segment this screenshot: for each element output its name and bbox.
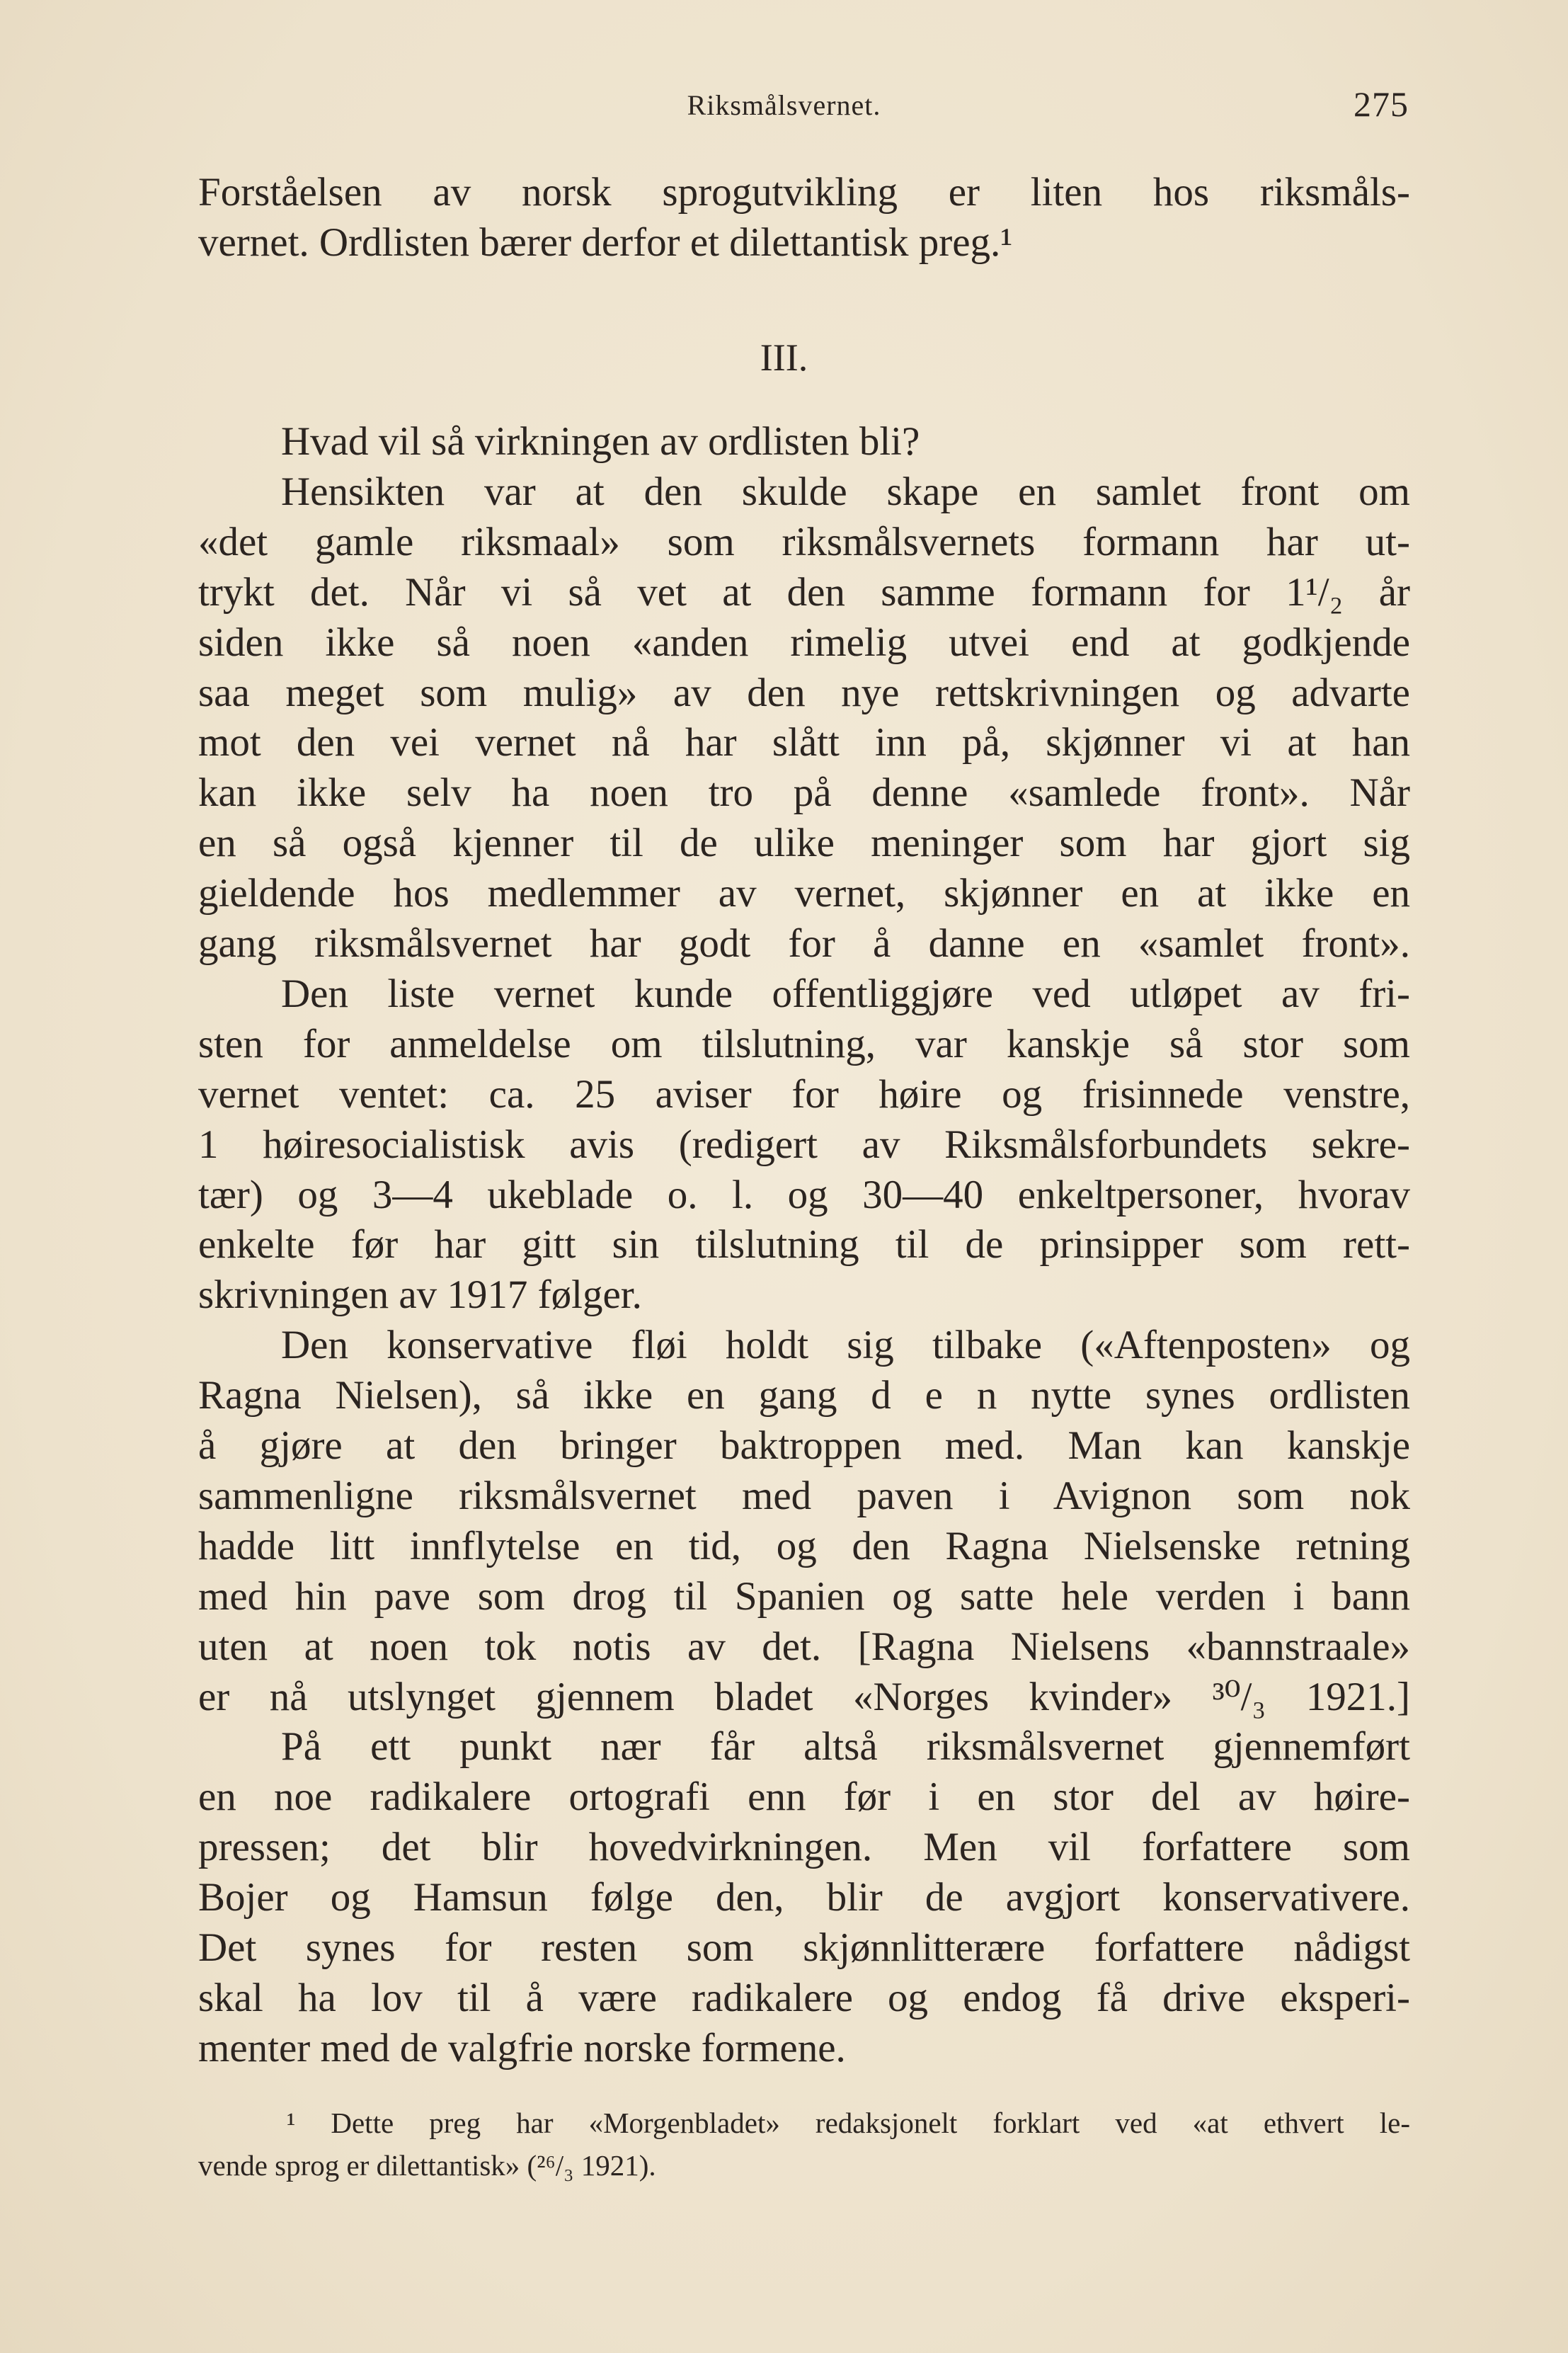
text-line: Det synes for resten som skjønnlitterære forfattere nådigst [198,1925,1410,1970]
text-line: vernet ventet: ca. 25 aviser for høire og frisinnede venstre, [198,1071,1410,1117]
text-line: 1 høiresocialistisk avis (redigert av Riksmålsforbundets sekre- [198,1122,1410,1167]
text-line: pressen; det blir hovedvirkningen. Men vil forfattere som [198,1825,1410,1870]
text-line: gieldende hos medlemmer av vernet, skjønner en at ikke en [198,871,1410,916]
footnote-line: vende sprog er dilettantisk» (²⁶/₃ 1921). [198,2149,656,2182]
text-line: menter med de valgfrie norske formene. [198,2025,846,2070]
text-line: en så også kjenner til de ulike meninger som har gjort sig [198,821,1410,866]
text-line: Den liste vernet kunde offentliggjøre ved utløpet av fri- [281,971,1410,1016]
text-line: siden ikke så noen «anden rimelig utvei end at godkjende [198,620,1410,665]
text-line: Hensikten var at den skulde skape en samlet front om [281,469,1410,514]
text-line: trykt det. Når vi så vet at den samme formann for 1¹/₂ år [198,569,1410,615]
text-line: Ragna Nielsen), så ikke en gang d e n nytte synes ordlisten [198,1373,1410,1418]
text-line: å gjøre at den bringer baktroppen med. Man kan kanskje [198,1423,1410,1468]
footnote-line: ¹ Dette preg har «Morgenbladet» redaksjonelt forklart ved «at ethvert le- [287,2107,1410,2139]
text-line: vernet. Ordlisten bærer derfor et dilettantisk preg.¹ [198,220,1013,265]
text-line: mot den vei vernet nå har slått inn på, skjønner vi at han [198,720,1410,765]
text-line: med hin pave som drog til Spanien og satte hele verden i bann [198,1573,1410,1619]
text-line: tær) og 3—4 ukeblade o. l. og 30—40 enkeltpersoner, hvorav [198,1172,1410,1217]
text-line: På ett punkt nær får altså riksmålsvernet gjennemført [281,1724,1410,1770]
text-line: gang riksmålsvernet har godt for å danne en «samlet front». [198,921,1410,966]
text-line: Hvad vil så virkningen av ordlisten bli? [281,419,920,464]
text-line: uten at noen tok notis av det. [Ragna Nielsens «bannstraale» [198,1624,1410,1669]
text-line: hadde litt innflytelse en tid, og den Ragna Nielsenske retning [198,1523,1410,1568]
text-line: sten for anmeldelse om tilslutning, var kanskje så stor som [198,1021,1410,1066]
text-line: Bojer og Hamsun følge den, blir de avgjort konservativere. [198,1875,1410,1920]
text-line: skrivningen av 1917 følger. [198,1272,642,1318]
text-line: sammenligne riksmålsvernet med paven i Avignon som nok [198,1473,1410,1518]
page-number: 275 [1354,84,1409,124]
text-line: saa meget som mulig» av den nye rettskrivningen og advarte [198,670,1410,715]
text-line: skal ha lov til å være radikalere og endog få drive eksperi- [198,1975,1410,2020]
text-line: «det gamle riksmaal» som riksmålsvernets formann har ut- [198,519,1410,564]
text-line: Forståelsen av norsk sprogutvikling er liten hos riksmåls- [198,170,1410,215]
text-line: Den konservative fløi holdt sig tilbake («Aftenposten» og [281,1323,1410,1368]
text-line: en noe radikalere ortografi enn før i en stor del av høire- [198,1774,1410,1820]
text-line: er nå utslynget gjennem bladet «Norges kvinder» ³⁰/₃ 1921.] [198,1674,1410,1719]
text-line: enkelte før har gitt sin tilslutning til de prinsipper som rett- [198,1222,1410,1267]
section-heading: III. [760,336,808,379]
text-line: kan ikke selv ha noen tro på denne «samlede front». Når [198,770,1410,816]
running-header: Riksmålsvernet. [687,89,881,121]
